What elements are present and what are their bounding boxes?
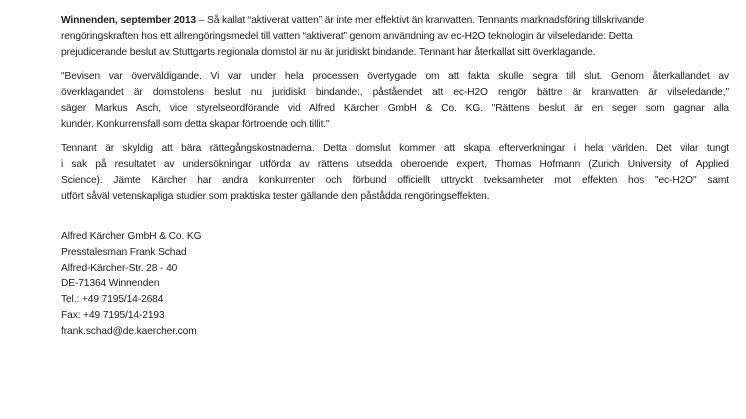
contact-city: DE-71364 Winnenden xyxy=(61,278,160,290)
contact-street: Alfred-Kärcher-Str. 28 - 40 xyxy=(61,262,178,274)
quote-line-2: överklagandet är domstolens beslut nu juridiskt bindande:, påståendet att ec-H2O rengör bättre är kranvatten är vilseledande," xyxy=(61,86,729,98)
contact-tel: Tel.: +49 7195/14-2684 xyxy=(61,294,164,306)
intro-paragraph xyxy=(61,13,729,61)
costs-line-2: i sak på resultatet av undersökningar utförda av rättens utsedda oberoende expert, Thomas Hofmann (Zurich University of Applied xyxy=(61,158,729,170)
contact-email: frank.schad@de.kaercher.com xyxy=(61,325,197,337)
intro-line-3: prejudicerande beslut av Stuttgarts regionala domstol är nu är juridiskt bindande. Tennant har återkallat sitt överklagande. xyxy=(61,46,596,58)
quote-line-4: kunder. Konkurrensfall som detta skapar förtroende och tillit." xyxy=(61,118,330,130)
contact-spokesperson: Presstalesman Frank Schad xyxy=(61,246,187,258)
intro-line-1: Winnenden, september 2013 – Så kallat “aktiverat vatten” är inte mer effektivt än kranvatten. Tennants marknadsföring tillskrivande xyxy=(61,15,645,26)
costs-paragraph xyxy=(61,141,729,205)
costs-line-1: Tennant är skyldig att bära rättegångskostnaderna. Detta domslut kommer att skapa efterverkningar i hela världen. Det vilar tungt xyxy=(61,143,729,154)
quote-paragraph xyxy=(61,69,729,133)
quote-line-3: säger Markus Asch, vice styrelseordförande vid Alfred Kärcher GmbH & Co. KG. "Rättens beslut är en seger som gagnar alla xyxy=(61,102,729,114)
quote-line-1: "Bevisen var överväldigande. Vi var under hela processen övertygade om att fakta skulle segra till slut. Genom återkallandet av xyxy=(61,71,729,82)
contact-fax: Fax: +49 7195/14-2193 xyxy=(61,309,165,321)
contact-company: Alfred Kärcher GmbH & Co. KG xyxy=(61,231,202,242)
costs-line-4: utfört såväl vetenskapliga studier som praktiska tester gällande den påstådda rengöringseffekten. xyxy=(61,190,490,202)
contact-block xyxy=(61,229,201,340)
costs-line-3: Science). Jämte Kärcher har andra konkurrenter och förbund officiellt uttryckt tveksamheter mot effekten hos "ec-H2O" samt xyxy=(61,174,729,186)
intro-line-2: rengöringskraften hos ett allrengöringsmedel till vatten “aktiverat” genom användning av ec-H2O teknologin är vilseledande: Detta xyxy=(61,30,633,42)
dateline: Winnenden, september 2013 xyxy=(61,15,196,26)
